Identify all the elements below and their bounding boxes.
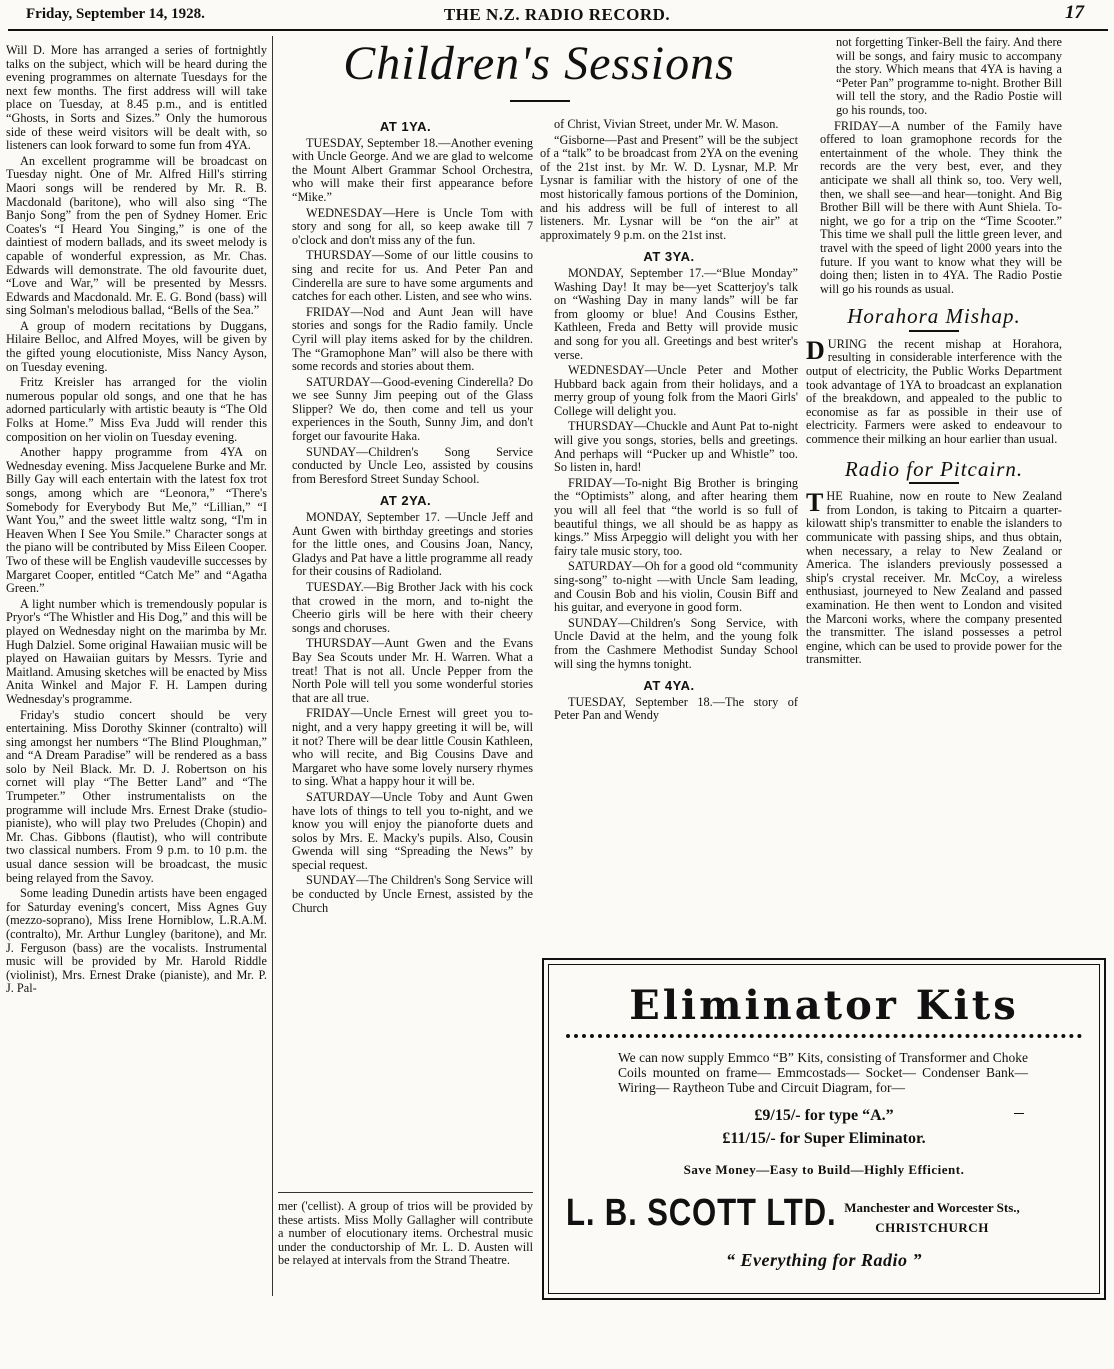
session-entry: MONDAY, September 17.—“Blue Monday” Washing Day! It may be—yet Scatterjoy's talk on “Washing Day in many lands” will be far from gloomy or blue! And Cousins Esther, Kathleen, Freda and Betty will provide music and song for you all. Greetings and best writer's verse. xyxy=(554,265,798,362)
paragraph: Some leading Dunedin artists have been engaged for Saturday evening's concert, Miss Agnes Guy (mezzo-soprano), Miss Irene Horniblow, L.R.A.M. (contralto), Mr. Arthur Lungley (baritone), and Mr. J. Ferguson (bass) are the vocalists. Instrumental music will be provided by Mr. Harold Riddle (violinist), Mrs. Ernest Drake (pianiste), and Mr. P. J. Pal- xyxy=(6,886,267,996)
session-entry: SATURDAY—Good-evening Cinderella? Do we see Sunny Jim peeping out of the Glass Slipper? We do, then come and tell us your experiences in the South, Sunny Jim, and don't forget our favourite Haka. xyxy=(292,374,533,444)
paragraph: Will D. More has arranged a series of fortnightly talks on the subject, which will be heard during the evening programmes on alternate Tuesdays for the next few months. The first address will will take place on Tuesday, at 8.45 p.m., and is entitled “Ghosts, in Sorts and Sizes.” Only the humorous side of these weird visitors will be dealt with, so listeners can look forward to some fun from 4YA. xyxy=(6,43,267,153)
session-entry: THURSDAY—Some of our little cousins to sing and recite for us. And Peter Pan and Cinderella are sure to have some arguments and catches for each other. Listen, and see who wins. xyxy=(292,248,533,304)
column-3ya-4ya xyxy=(540,118,798,725)
paragraph: mer ('cellist). A group of trios will be provided by these artists. Miss Molly Gallagher will contribute a number of elocutionary items. Orchestral music under the conductorship of Mr. L. D. Austen will be relayed at intervals from the Strand Theatre. xyxy=(278,1199,533,1268)
eliminator-kits-advert xyxy=(542,958,1106,1300)
session-entry: WEDNESDAY—Uncle Peter and Mother Hubbard back again from their holidays, and a merry group of young folk from the Maori Girls' College will delight you. xyxy=(554,363,798,418)
childrens-sessions-title: Children's Sessions xyxy=(343,37,735,90)
session-entry: THURSDAY—Chuckle and Aunt Pat to-night will give you songs, stories, bells and greetings. And perhaps will “Pucker up and Whistle” too. So listen in, hard! xyxy=(554,419,798,475)
paragraph: Friday's studio concert should be very entertaining. Miss Dorothy Skinner (contralto) will sing amongst her numbers “The Blind Ploughman,” and “A Dream Paradise” will be rendered as a bass solo by Neil Black. Mr. D. J. Robertson on his cornet will play “The Better Land” and “The Trumpeter.” Other instrumentalists on the programme will include Mrs. Ernest Drake (studio-pianiste), who will play two Preludes (Chopin) and Mr. Chas. Gibbons (flautist), who will contribute two classical numbers. From 9 p.m. to 10 p.m. the usual dance session will be broadcast, the music being relayed from the Savoy. xyxy=(6,707,267,885)
session-entry: FRIDAY—To-night Big Brother is bringing the “Optimists” along, and after hearing them you will all feel that “the world is so full of beautiful things, we all should be as happy as kings.” Miss Arpeggio will delight you with her fairy tale music story, too. xyxy=(554,475,798,558)
advert-body: We can now supply Emmco “B” Kits, consisting of Transformer and Choke Coils mounted on frame— Emmcostads— Socket— Condenser Bank— Wiring— Raytheon Tube and Circuit Diagram, for— xyxy=(618,1050,1028,1095)
session-entry: SATURDAY—Oh for a good old “community sing-song” to-night —with Uncle Sam leading, and Cousin Bob and his violin, Cousin Biff and his guitar, and everyone in good form. xyxy=(554,559,798,615)
paragraph: A group of modern recitations by Duggans, Hilaire Belloc, and Alfred Moyes, will be given by the gifted young elocutioniste, Miss Nancy Ayson, on Tuesday evening. xyxy=(6,318,267,374)
session-entry: FRIDAY—Nod and Aunt Jean will have stories and songs for the Radio family. Uncle Cyril will play items asked for by the children. The “Gramophone Man” will also be there with some records and stories about them. xyxy=(292,304,533,374)
paragraph: “Gisborne—Past and Present” will be the subject of a “talk” to be broadcast from 2YA on the evening of the 21st inst. by Mr. W. D. Lysnar, M.P. Mr Lysnar is familiar with the history of one of the most historically famous portions of the Dominion, and his address will be full of interest to all listeners. Mr. Lysnar will be “on the air” at approximately 9 p.m. on the 21st inst. xyxy=(540,132,798,242)
paragraph: A light number which is tremendously popular is Pryor's “The Whistler and His Dog,” and this will be played on Wednesday night on the marimba by Mr. Hugh Dalziel. Some original Hawaiian music will be played on Hawaiian guitars by Messrs. Tyrie and Maitland. Amusing sketches will be enacted by Miss Anita Winkel and Major F. H. Lampen during Wednesday's programme. xyxy=(6,596,267,706)
session-entry: TUESDAY, September 18.—Another evening with Uncle George. And we are glad to welcome the Mount Albert Grammar School Orchestra, who will make their first appearance before “Mike.” xyxy=(292,135,533,204)
title-rule xyxy=(510,100,570,102)
firm-address: Manchester and Worcester Sts., xyxy=(844,1200,1020,1215)
article-body: URING the recent mishap at Horahora, resulting in considerable interference with the output of electricity, the Public Works Department took advantage of 1YA to broadcast an explanation of the breakdown, and appealed to the public to economise as far as possible in their use of electricity. Farmers were asked to endeavour to commence their milking an hour earlier than usual. xyxy=(806,336,1062,447)
session-entry: WEDNESDAY—Here is Uncle Tom with story and song for all, so keep awake till 7 o'clock and don't miss any of the fun. xyxy=(292,205,533,247)
advert-tagline: Save Money—Easy to Build—Highly Efficient. xyxy=(683,1162,965,1177)
section-heading-1ya: AT 1YA. xyxy=(379,119,432,134)
horahora-rule xyxy=(909,330,959,332)
right-column xyxy=(806,36,1062,669)
column-divider xyxy=(272,36,273,1296)
paragraph: of Christ, Vivian Street, under Mr. W. Mason. xyxy=(554,117,779,131)
header-rule xyxy=(8,29,1108,31)
session-entry: FRIDAY—A number of the Family have offered to loan gramophone records for the entertainment of the whole. They think the records are the very best, ever, and they anticipate we shall all think so, too. Very well, then, we shall see—and hear—tonight. And Big Brother Bill will be there with Aunt Shiela. To-night, we go for a trip on the “Time Scooter.” This time we shall pull the little green lever, and travel with the speed of light 2000 years into the future. If you want to know what they will be doing then; listen in to 4YA. The Radio Postie will go his rounds as usual. xyxy=(820,118,1062,296)
pitcairn-title: Radio for Pitcairn. xyxy=(844,456,1024,481)
section-heading-4ya: AT 4YA. xyxy=(643,678,695,694)
stray-mark xyxy=(1014,1113,1024,1114)
advert-dotted-rule xyxy=(566,1034,1082,1038)
session-entry: SATURDAY—Uncle Toby and Aunt Gwen have lots of things to tell you to-night, and we know you will enjoy the pianoforte duets and solos by Mrs. E. Macky's pupils. Also, Cousin Gwenda will sing “Spreading the News” by special request. xyxy=(292,789,533,872)
horahora-title: Horahora Mishap. xyxy=(847,304,1021,329)
pitcairn-article xyxy=(806,490,1062,667)
page-number: 17 xyxy=(1065,2,1084,23)
paragraph: not forgetting Tinker-Bell the fairy. And there will be songs, and fairy music to accompany the story. Which means that 4YA is having a “Peter Pan” programme to-night. Brother Bill will tell the story, and the Radio Postie will go his rounds, too. xyxy=(836,35,1062,117)
column-1ya-2ya xyxy=(278,112,533,917)
firm-name: L. B. SCOTT LTD. xyxy=(566,1192,837,1234)
session-entry: TUESDAY, September 18.—The story of Peter Pan and Wendy xyxy=(554,694,798,723)
session-entry: SUNDAY—Children's Song Service conducted by Uncle Leo, assisted by cousins from Beresford Street Sunday School. xyxy=(292,444,533,486)
advert-slogan: “ Everything for Radio ” xyxy=(725,1250,922,1270)
continuation-rule xyxy=(278,1192,533,1193)
bottom-continuation xyxy=(278,1200,533,1270)
horahora-article xyxy=(806,335,1062,447)
session-entry: THURSDAY—Aunt Gwen and the Evans Bay Sea Scouts under Mr. H. Warren. What a treat! That is not all. Uncle Pepper from the North Pole will tell you some wonderful stories that are all true. xyxy=(292,636,533,705)
section-heading-3ya: AT 3YA. xyxy=(643,249,695,265)
drop-cap: D xyxy=(806,335,825,365)
session-entry: TUESDAY.—Big Brother Jack with his cock that crowed in the morn, and to-night the Cheerio girls will be here with their cheery songs and choruses. xyxy=(292,580,533,635)
session-entry: SUNDAY—The Children's Song Service will be conducted by Uncle Ernest, assisted by the Church xyxy=(292,873,533,915)
session-entry: SUNDAY—Children's Song Service, with Uncle David at the helm, and the young folk from the Cashmere Methodist Sunday School will sing the hymns tonight. xyxy=(554,615,798,671)
advert-title: Eliminator Kits xyxy=(629,982,1019,1029)
paragraph: An excellent programme will be broadcast on Tuesday night. One of Mr. Alfred Hill's stirring Maori songs will be rendered by Mr. R. B. Macdonald (baritone), who will also sing “The Banjo Song” from the pen of Sydney Homer. Eric Coates's “I Heard You Singing,” is one of the daintiest of modern ballads, and its sweet melody is capable of wonderful expression, as Mr. Chas. Edwards will demonstrate. The old favourite duet, “Love and War,” will be presented by Messrs. Edwards and Macdonald. Mr. E. G. Bond (bass) will sing Solman's melodious ballad, “Bells of the Sea.” xyxy=(6,153,267,318)
drop-cap: T xyxy=(806,488,824,518)
session-entry: MONDAY, September 17. —Uncle Jeff and Aunt Gwen with birthday greetings and stories for the little ones, and Cousins Joan, Nancy, Gladys and Pat have a little programme all ready for their cousins of Radioland. xyxy=(292,510,533,579)
section-heading-2ya: AT 2YA. xyxy=(379,493,432,509)
issue-date: Friday, September 14, 1928. xyxy=(26,6,205,22)
session-entry: FRIDAY—Uncle Ernest will greet you to-night, and a very happy greeting it will be, will it not? There will be dear little Cousin Kathleen, who will recite, and Big Cousins Dave and Margaret who have some lovely nursery rhymes to sing. What a happy hour it will be. xyxy=(292,706,533,789)
price-type-a: £9/15/- for type “A.” xyxy=(754,1107,894,1124)
left-column xyxy=(6,44,267,998)
paragraph: Fritz Kreisler has arranged for the violin numerous popular old songs, and one that he has adorned particularly with artistic beauty is “The Old Folks at Home.” Miss Eva Judd will render this composition on her violin on Tuesday evening. xyxy=(6,375,267,444)
paragraph: Another happy programme from 4YA on Wednesday evening. Miss Jacquelene Burke and Mr. Billy Gay will each entertain with the latest fox trot songs, among which are “Leonora,” “There's Somebody for Everybody But Me,” “Lillian,” “I Want You,” and the sweet little waltz song, “I'm in Heaven When I See You Smile.” Character songs at the piano will be contributed by Miss Eileen Cooper. Two of these will be English vaudeville successes by Margaret Cooper, entitled “Catch Me” and “Agatha Green.” xyxy=(6,445,267,596)
masthead: THE N.Z. RADIO RECORD. xyxy=(443,5,671,24)
price-super-eliminator: £11/15/- for Super Eliminator. xyxy=(722,1130,926,1147)
firm-city: CHRISTCHURCH xyxy=(875,1220,989,1235)
article-body: HE Ruahine, now en route to New Zealand from London, is taking to Pitcairn a quarter-kilowatt ship's transmitter to enable the islanders to communicate with passing ships, and thus obtain, when necessary, a relay to New Zealand or America. The islanders previously possessed a ship's crystal receiver. Mr. McCoy, a wireless enthusiast, journeyed to New Zealand and passed examination. He then went to London and visited the Marconi works, where the company presented the transmitter. The island possesses a petrol engine, which can be used to provide power for the transmitter. xyxy=(806,489,1062,667)
pitcairn-rule xyxy=(909,482,959,484)
